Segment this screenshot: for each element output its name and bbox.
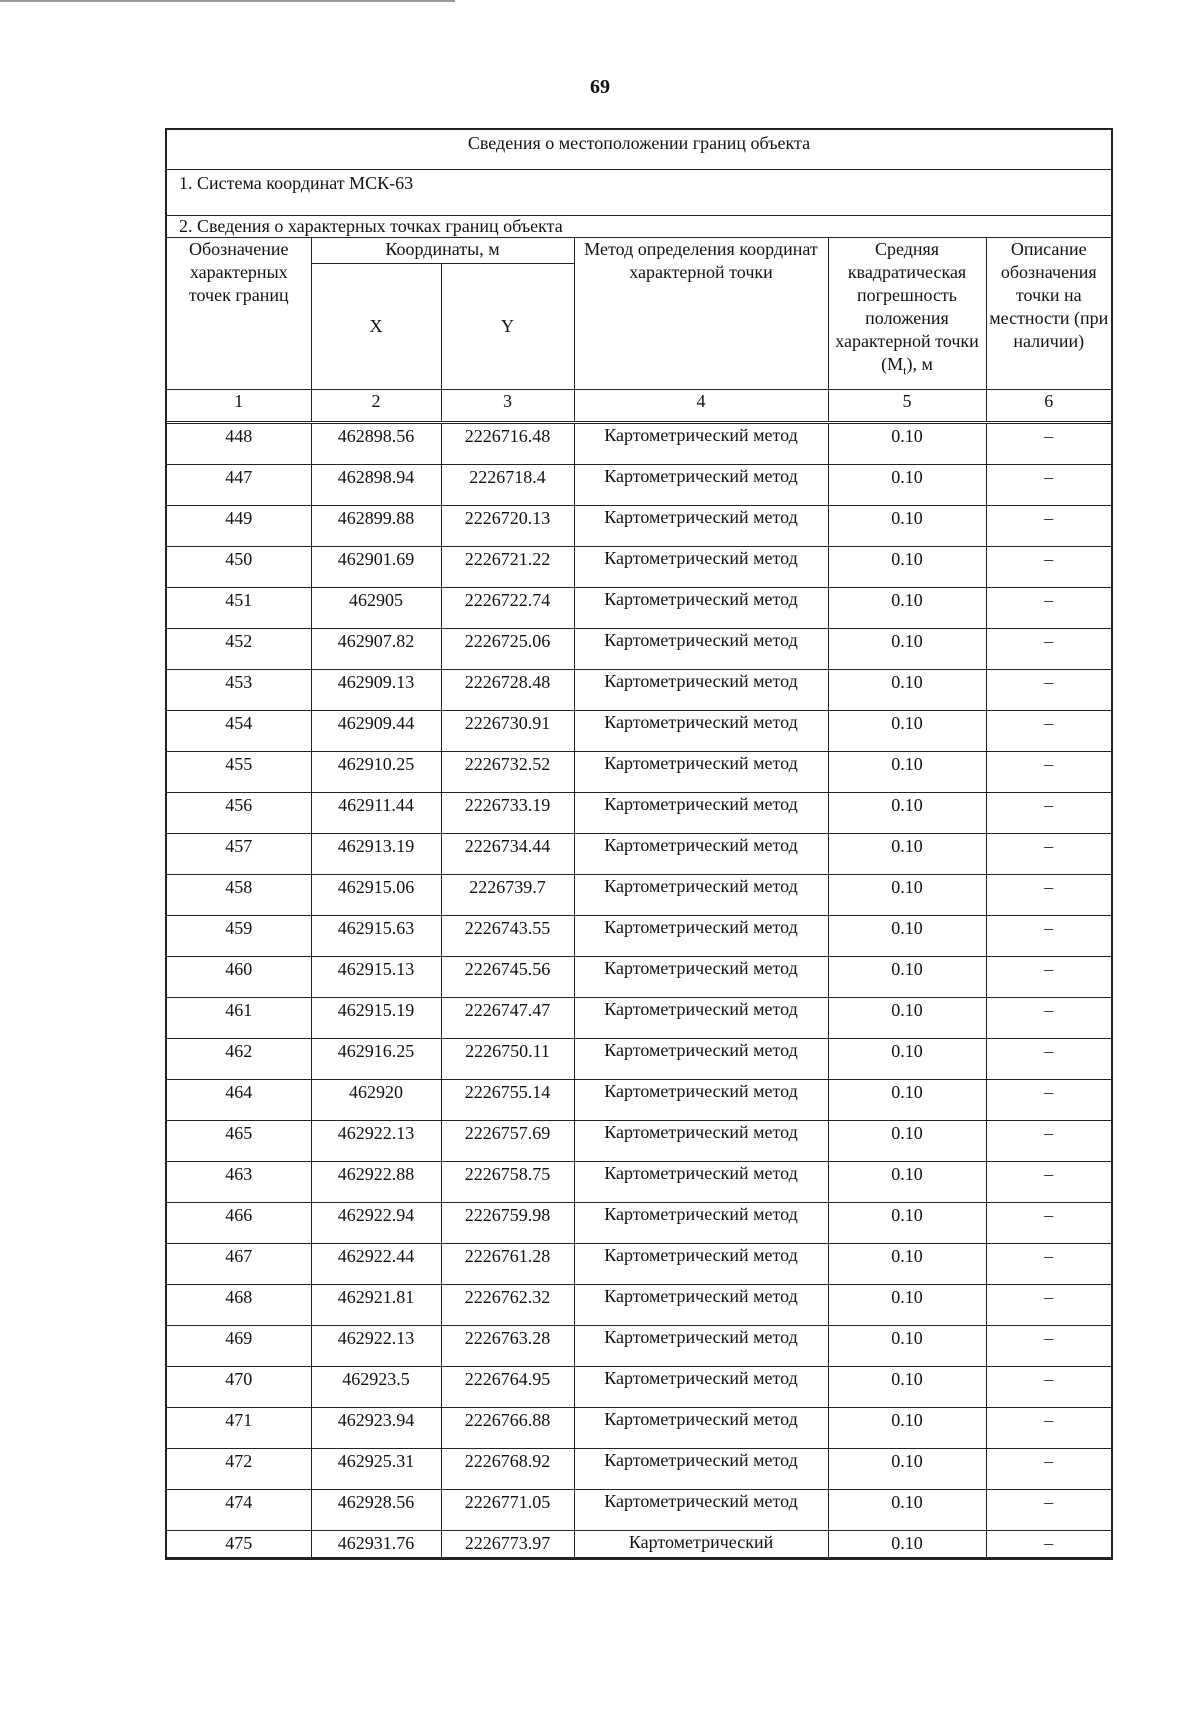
point-label-cell: 470 — [167, 1367, 311, 1408]
y-coordinate-cell: 2226758.75 — [441, 1162, 574, 1203]
header-y: Y — [441, 264, 574, 390]
table-row — [167, 547, 1111, 588]
page-number: 69 — [590, 76, 610, 98]
method-cell: Картометрический метод — [574, 465, 828, 506]
point-label-cell: 464 — [167, 1080, 311, 1121]
y-coordinate-cell: 2226761.28 — [441, 1244, 574, 1285]
method-cell: Картометрический метод — [574, 875, 828, 916]
table-row — [167, 423, 1111, 465]
header-coords-group: Координаты, м — [311, 238, 574, 264]
x-coordinate-cell: 462907.82 — [311, 629, 441, 670]
x-coordinate-cell: 462911.44 — [311, 793, 441, 834]
description-cell: – — [986, 423, 1111, 465]
table-title: Сведения о местоположении границ объекта — [167, 130, 1111, 170]
x-coordinate-cell: 462916.25 — [311, 1039, 441, 1080]
x-coordinate-cell: 462898.94 — [311, 465, 441, 506]
description-cell: – — [986, 1408, 1111, 1449]
method-cell: Картометрический метод — [574, 1039, 828, 1080]
error-cell: 0.10 — [828, 1203, 986, 1244]
coordinate-system: 1. Система координат МСК-63 — [167, 170, 1111, 216]
error-cell: 0.10 — [828, 465, 986, 506]
error-cell: 0.10 — [828, 1490, 986, 1531]
scan-top-rule — [0, 0, 455, 2]
method-cell: Картометрический метод — [574, 752, 828, 793]
y-coordinate-cell: 2226773.97 — [441, 1531, 574, 1558]
description-cell: – — [986, 752, 1111, 793]
point-label-cell: 455 — [167, 752, 311, 793]
error-cell: 0.10 — [828, 752, 986, 793]
point-label-cell: 469 — [167, 1326, 311, 1367]
point-label-cell: 467 — [167, 1244, 311, 1285]
x-coordinate-cell: 462915.63 — [311, 916, 441, 957]
header-error: Средняя квадратическая погрешность положения характерной точки $(M_t)$, м — [828, 238, 986, 390]
point-label-cell: 448 — [167, 423, 311, 465]
header-x: X — [311, 264, 441, 390]
x-coordinate-cell: 462922.88 — [311, 1162, 441, 1203]
description-cell: – — [986, 834, 1111, 875]
error-cell: 0.10 — [828, 916, 986, 957]
error-cell: 0.10 — [828, 588, 986, 629]
y-coordinate-cell: 2226739.7 — [441, 875, 574, 916]
description-cell: – — [986, 1449, 1111, 1490]
method-cell: Картометрический метод — [574, 1162, 828, 1203]
point-label-cell: 451 — [167, 588, 311, 629]
error-cell: 0.10 — [828, 1080, 986, 1121]
table-row — [167, 1080, 1111, 1121]
error-cell: 0.10 — [828, 1449, 986, 1490]
table-row — [167, 588, 1111, 629]
x-coordinate-cell: 462910.25 — [311, 752, 441, 793]
description-cell: – — [986, 1162, 1111, 1203]
y-coordinate-cell: 2226730.91 — [441, 711, 574, 752]
error-cell: 0.10 — [828, 1367, 986, 1408]
description-cell: – — [986, 1490, 1111, 1531]
table-row — [167, 1203, 1111, 1244]
point-label-cell: 468 — [167, 1285, 311, 1326]
y-coordinate-cell: 2226720.13 — [441, 506, 574, 547]
y-coordinate-cell: 2226734.44 — [441, 834, 574, 875]
method-cell: Картометрический метод — [574, 1285, 828, 1326]
header-description: Описание обозначения точки на местности (при наличии) — [986, 238, 1111, 390]
method-cell: Картометрический метод — [574, 1408, 828, 1449]
method-cell: Картометрический метод — [574, 1367, 828, 1408]
description-cell: – — [986, 629, 1111, 670]
y-coordinate-cell: 2226721.22 — [441, 547, 574, 588]
description-cell: – — [986, 793, 1111, 834]
method-cell: Картометрический метод — [574, 834, 828, 875]
point-label-cell: 463 — [167, 1162, 311, 1203]
method-cell: Картометрический метод — [574, 629, 828, 670]
error-cell: 0.10 — [828, 1244, 986, 1285]
error-cell: 0.10 — [828, 875, 986, 916]
point-label-cell: 472 — [167, 1449, 311, 1490]
error-cell: 0.10 — [828, 1531, 986, 1558]
y-coordinate-cell: 2226771.05 — [441, 1490, 574, 1531]
point-label-cell: 450 — [167, 547, 311, 588]
y-coordinate-cell: 2226725.06 — [441, 629, 574, 670]
method-cell: Картометрический метод — [574, 998, 828, 1039]
y-coordinate-cell: 2226743.55 — [441, 916, 574, 957]
description-cell: – — [986, 916, 1111, 957]
y-coordinate-cell: 2226768.92 — [441, 1449, 574, 1490]
description-cell: – — [986, 1531, 1111, 1558]
description-cell: – — [986, 1039, 1111, 1080]
column-number: 1 — [167, 390, 311, 423]
y-coordinate-cell: 2226759.98 — [441, 1203, 574, 1244]
method-cell: Картометрический метод — [574, 711, 828, 752]
x-coordinate-cell: 462923.5 — [311, 1367, 441, 1408]
error-cell: 0.10 — [828, 998, 986, 1039]
error-cell: 0.10 — [828, 506, 986, 547]
description-cell: – — [986, 670, 1111, 711]
point-label-cell: 449 — [167, 506, 311, 547]
column-number: 4 — [574, 390, 828, 423]
point-label-cell: 471 — [167, 1408, 311, 1449]
description-cell: – — [986, 957, 1111, 998]
y-coordinate-cell: 2226733.19 — [441, 793, 574, 834]
x-coordinate-cell: 462923.94 — [311, 1408, 441, 1449]
description-cell: – — [986, 1367, 1111, 1408]
table-row — [167, 1039, 1111, 1080]
method-cell: Картометрический метод — [574, 547, 828, 588]
description-cell: – — [986, 711, 1111, 752]
table-row — [167, 998, 1111, 1039]
description-cell: – — [986, 465, 1111, 506]
point-label-cell: 453 — [167, 670, 311, 711]
y-coordinate-cell: 2226716.48 — [441, 423, 574, 465]
x-coordinate-cell: 462922.44 — [311, 1244, 441, 1285]
point-label-cell: 459 — [167, 916, 311, 957]
x-coordinate-cell: 462922.13 — [311, 1121, 441, 1162]
points-table — [167, 238, 1111, 1558]
x-coordinate-cell: 462915.13 — [311, 957, 441, 998]
error-cell: 0.10 — [828, 1121, 986, 1162]
description-cell: – — [986, 1244, 1111, 1285]
x-coordinate-cell: 462905 — [311, 588, 441, 629]
description-cell: – — [986, 588, 1111, 629]
point-label-cell: 457 — [167, 834, 311, 875]
method-cell: Картометрический метод — [574, 1449, 828, 1490]
table-row — [167, 1408, 1111, 1449]
point-label-cell: 456 — [167, 793, 311, 834]
x-coordinate-cell: 462899.88 — [311, 506, 441, 547]
table-row — [167, 752, 1111, 793]
table-row — [167, 1121, 1111, 1162]
point-label-cell: 454 — [167, 711, 311, 752]
table-row — [167, 1449, 1111, 1490]
error-cell: 0.10 — [828, 670, 986, 711]
error-cell: 0.10 — [828, 423, 986, 465]
error-cell: 0.10 — [828, 957, 986, 998]
error-cell: 0.10 — [828, 1039, 986, 1080]
table-row — [167, 793, 1111, 834]
method-cell: Картометрический метод — [574, 1203, 828, 1244]
point-label-cell: 458 — [167, 875, 311, 916]
method-cell: Картометрический метод — [574, 1080, 828, 1121]
description-cell: – — [986, 506, 1111, 547]
x-coordinate-cell: 462921.81 — [311, 1285, 441, 1326]
error-cell: 0.10 — [828, 629, 986, 670]
table-row — [167, 1531, 1111, 1558]
x-coordinate-cell: 462915.19 — [311, 998, 441, 1039]
table-row — [167, 1367, 1111, 1408]
table-row — [167, 629, 1111, 670]
table-row — [167, 1162, 1111, 1203]
error-cell: 0.10 — [828, 711, 986, 752]
description-cell: – — [986, 547, 1111, 588]
column-number: 6 — [986, 390, 1111, 423]
point-label-cell: 461 — [167, 998, 311, 1039]
method-cell: Картометрический метод — [574, 793, 828, 834]
column-number: 2 — [311, 390, 441, 423]
error-cell: 0.10 — [828, 1408, 986, 1449]
table-row — [167, 1326, 1111, 1367]
point-label-cell: 462 — [167, 1039, 311, 1080]
y-coordinate-cell: 2226750.11 — [441, 1039, 574, 1080]
table-row — [167, 875, 1111, 916]
error-cell: 0.10 — [828, 1162, 986, 1203]
method-cell: Картометрический — [574, 1531, 828, 1558]
table-row — [167, 465, 1111, 506]
error-cell: 0.10 — [828, 1285, 986, 1326]
description-cell: – — [986, 1121, 1111, 1162]
x-coordinate-cell: 462931.76 — [311, 1531, 441, 1558]
y-coordinate-cell: 2226745.56 — [441, 957, 574, 998]
point-label-cell: 460 — [167, 957, 311, 998]
method-cell: Картометрический метод — [574, 670, 828, 711]
y-coordinate-cell: 2226722.74 — [441, 588, 574, 629]
description-cell: – — [986, 998, 1111, 1039]
method-cell: Картометрический метод — [574, 588, 828, 629]
method-cell: Картометрический метод — [574, 1121, 828, 1162]
x-coordinate-cell: 462901.69 — [311, 547, 441, 588]
point-label-cell: 466 — [167, 1203, 311, 1244]
table-row — [167, 506, 1111, 547]
error-cell: 0.10 — [828, 547, 986, 588]
header-point-label: Обозначение характерных точек границ — [167, 238, 311, 390]
table-row — [167, 916, 1111, 957]
points-section-title: 2. Сведения о характерных точках границ объекта — [167, 216, 1111, 238]
error-cell: 0.10 — [828, 1326, 986, 1367]
y-coordinate-cell: 2226718.4 — [441, 465, 574, 506]
method-cell: Картометрический метод — [574, 1490, 828, 1531]
method-cell: Картометрический метод — [574, 957, 828, 998]
description-cell: – — [986, 1285, 1111, 1326]
y-coordinate-cell: 2226755.14 — [441, 1080, 574, 1121]
point-label-cell: 452 — [167, 629, 311, 670]
method-cell: Картометрический метод — [574, 916, 828, 957]
table-row — [167, 711, 1111, 752]
description-cell: – — [986, 1326, 1111, 1367]
table-row — [167, 957, 1111, 998]
column-number: 5 — [828, 390, 986, 423]
error-cell: 0.10 — [828, 793, 986, 834]
method-cell: Картометрический метод — [574, 1326, 828, 1367]
x-coordinate-cell: 462920 — [311, 1080, 441, 1121]
y-coordinate-cell: 2226766.88 — [441, 1408, 574, 1449]
x-coordinate-cell: 462922.13 — [311, 1326, 441, 1367]
method-cell: Картометрический метод — [574, 1244, 828, 1285]
table-row — [167, 1490, 1111, 1531]
point-label-cell: 474 — [167, 1490, 311, 1531]
x-coordinate-cell: 462925.31 — [311, 1449, 441, 1490]
method-cell: Картометрический метод — [574, 423, 828, 465]
y-coordinate-cell: 2226732.52 — [441, 752, 574, 793]
x-coordinate-cell: 462898.56 — [311, 423, 441, 465]
header-method: Метод определения координат характерной точки — [574, 238, 828, 390]
x-coordinate-cell: 462909.13 — [311, 670, 441, 711]
table-row — [167, 834, 1111, 875]
point-label-cell: 447 — [167, 465, 311, 506]
x-coordinate-cell: 462922.94 — [311, 1203, 441, 1244]
y-coordinate-cell: 2226747.47 — [441, 998, 574, 1039]
description-cell: – — [986, 875, 1111, 916]
table-row — [167, 1285, 1111, 1326]
description-cell: – — [986, 1080, 1111, 1121]
x-coordinate-cell: 462928.56 — [311, 1490, 441, 1531]
column-number: 3 — [441, 390, 574, 423]
y-coordinate-cell: 2226762.32 — [441, 1285, 574, 1326]
table-row — [167, 670, 1111, 711]
description-cell: – — [986, 1203, 1111, 1244]
y-coordinate-cell: 2226764.95 — [441, 1367, 574, 1408]
x-coordinate-cell: 462909.44 — [311, 711, 441, 752]
point-label-cell: 475 — [167, 1531, 311, 1558]
point-label-cell: 465 — [167, 1121, 311, 1162]
x-coordinate-cell: 462913.19 — [311, 834, 441, 875]
column-number-row — [167, 390, 1111, 423]
x-coordinate-cell: 462915.06 — [311, 875, 441, 916]
y-coordinate-cell: 2226757.69 — [441, 1121, 574, 1162]
method-cell: Картометрический метод — [574, 506, 828, 547]
table-row — [167, 1244, 1111, 1285]
y-coordinate-cell: 2226763.28 — [441, 1326, 574, 1367]
error-cell: 0.10 — [828, 834, 986, 875]
y-coordinate-cell: 2226728.48 — [441, 670, 574, 711]
boundary-table-sheet — [165, 128, 1113, 1560]
